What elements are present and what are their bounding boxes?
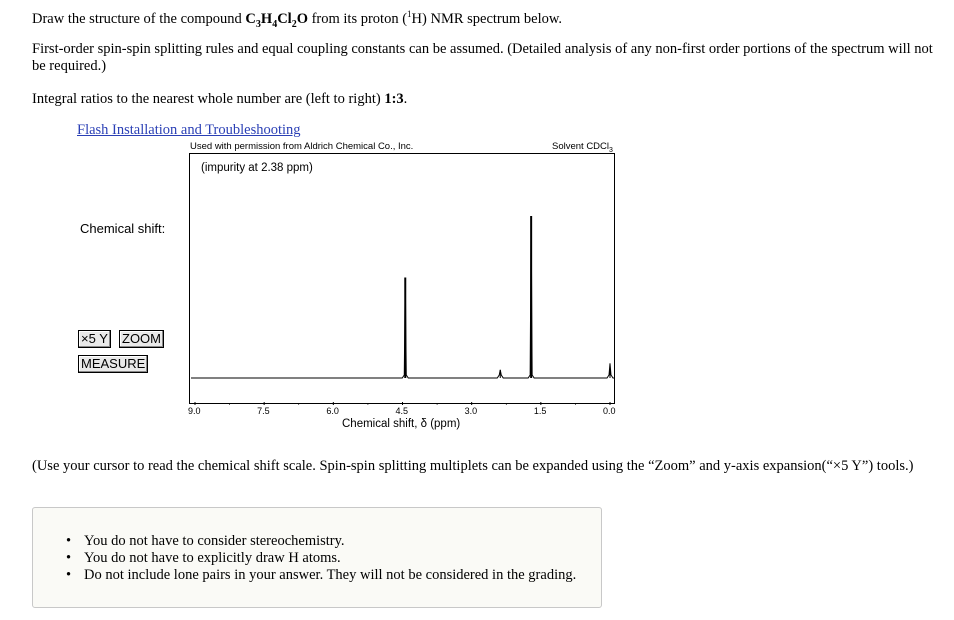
x-tick-label: 9.0 (188, 406, 201, 416)
flash-installation-link[interactable]: Flash Installation and Troubleshooting (77, 122, 301, 138)
molecular-formula (245, 10, 308, 30)
note-text: Do not include lone pairs in your answer. They will not be considered in the grading. (84, 567, 577, 583)
notes-list (66, 533, 576, 584)
integral-ratio-text: Integral ratios to the nearest whole number are (left to right) 1:3. (32, 91, 408, 107)
integral-ratio-value: 1:3 (384, 91, 404, 107)
formula-element-h: H (260, 10, 273, 27)
impurity-note: (impurity at 2.38 ppm) (201, 162, 313, 174)
question-text: Draw the structure of the compound $C_3H_4Cl_2O$ from its proton ($^1$H) NMR spectrum below. (32, 9, 563, 30)
solvent-label: Solvent CDCl$_3$ (552, 141, 613, 154)
x-tick-label: 6.0 (326, 406, 339, 416)
chemical-shift-readout-label: Chemical shift: (80, 221, 166, 236)
measure-button[interactable]: MEASURE (78, 355, 148, 373)
grading-notes-box (32, 507, 602, 608)
note-item (66, 550, 576, 567)
spectrum-svg (190, 154, 616, 405)
nmr-spectrum-plot[interactable] (189, 153, 615, 404)
formula-subscript: 2 (291, 18, 297, 30)
x-tick-label: 0.0 (603, 406, 616, 416)
instructions-text: First-order spin-spin splitting rules and equal coupling constants can be assumed. (Detailed analysis of any non-first order portions of the spectrum will not be required.) (32, 41, 933, 74)
formula-subscript: 3 (255, 18, 261, 30)
cursor-usage-note: (Use your cursor to read the chemical shift scale. Spin-spin splitting multiplets can be expanded using the “Zoom” and y-axis expansion(“×5 Y”) tools.) (32, 458, 914, 474)
formula-element-o: O (296, 10, 308, 27)
x-axis-title: Chemical shift, δ (ppm) (342, 418, 461, 430)
bullet-icon: • (66, 567, 72, 583)
note-item (66, 567, 576, 584)
formula-element-c: C (245, 10, 256, 27)
note-text: You do not have to consider stereochemistry. (84, 533, 345, 549)
note-item (66, 533, 576, 550)
x-tick-label: 4.5 (395, 406, 409, 416)
spectrum-trace (191, 216, 615, 378)
x-tick-label: 7.5 (257, 406, 270, 416)
formula-subscript: 4 (272, 18, 278, 30)
zoom-button[interactable]: ZOOM (119, 330, 164, 348)
formula-element-cl: Cl (277, 10, 292, 27)
permission-caption: Used with permission from Aldrich Chemical Co., Inc. (190, 141, 414, 152)
x-tick-label: 1.5 (533, 406, 547, 416)
note-text: You do not have to explicitly draw H atoms. (84, 550, 341, 566)
x-tick-label: 3.0 (464, 406, 478, 416)
bullet-icon: • (66, 533, 72, 549)
x5-y-expansion-button[interactable]: ×5 Y (78, 330, 111, 348)
bullet-icon: • (66, 550, 72, 566)
